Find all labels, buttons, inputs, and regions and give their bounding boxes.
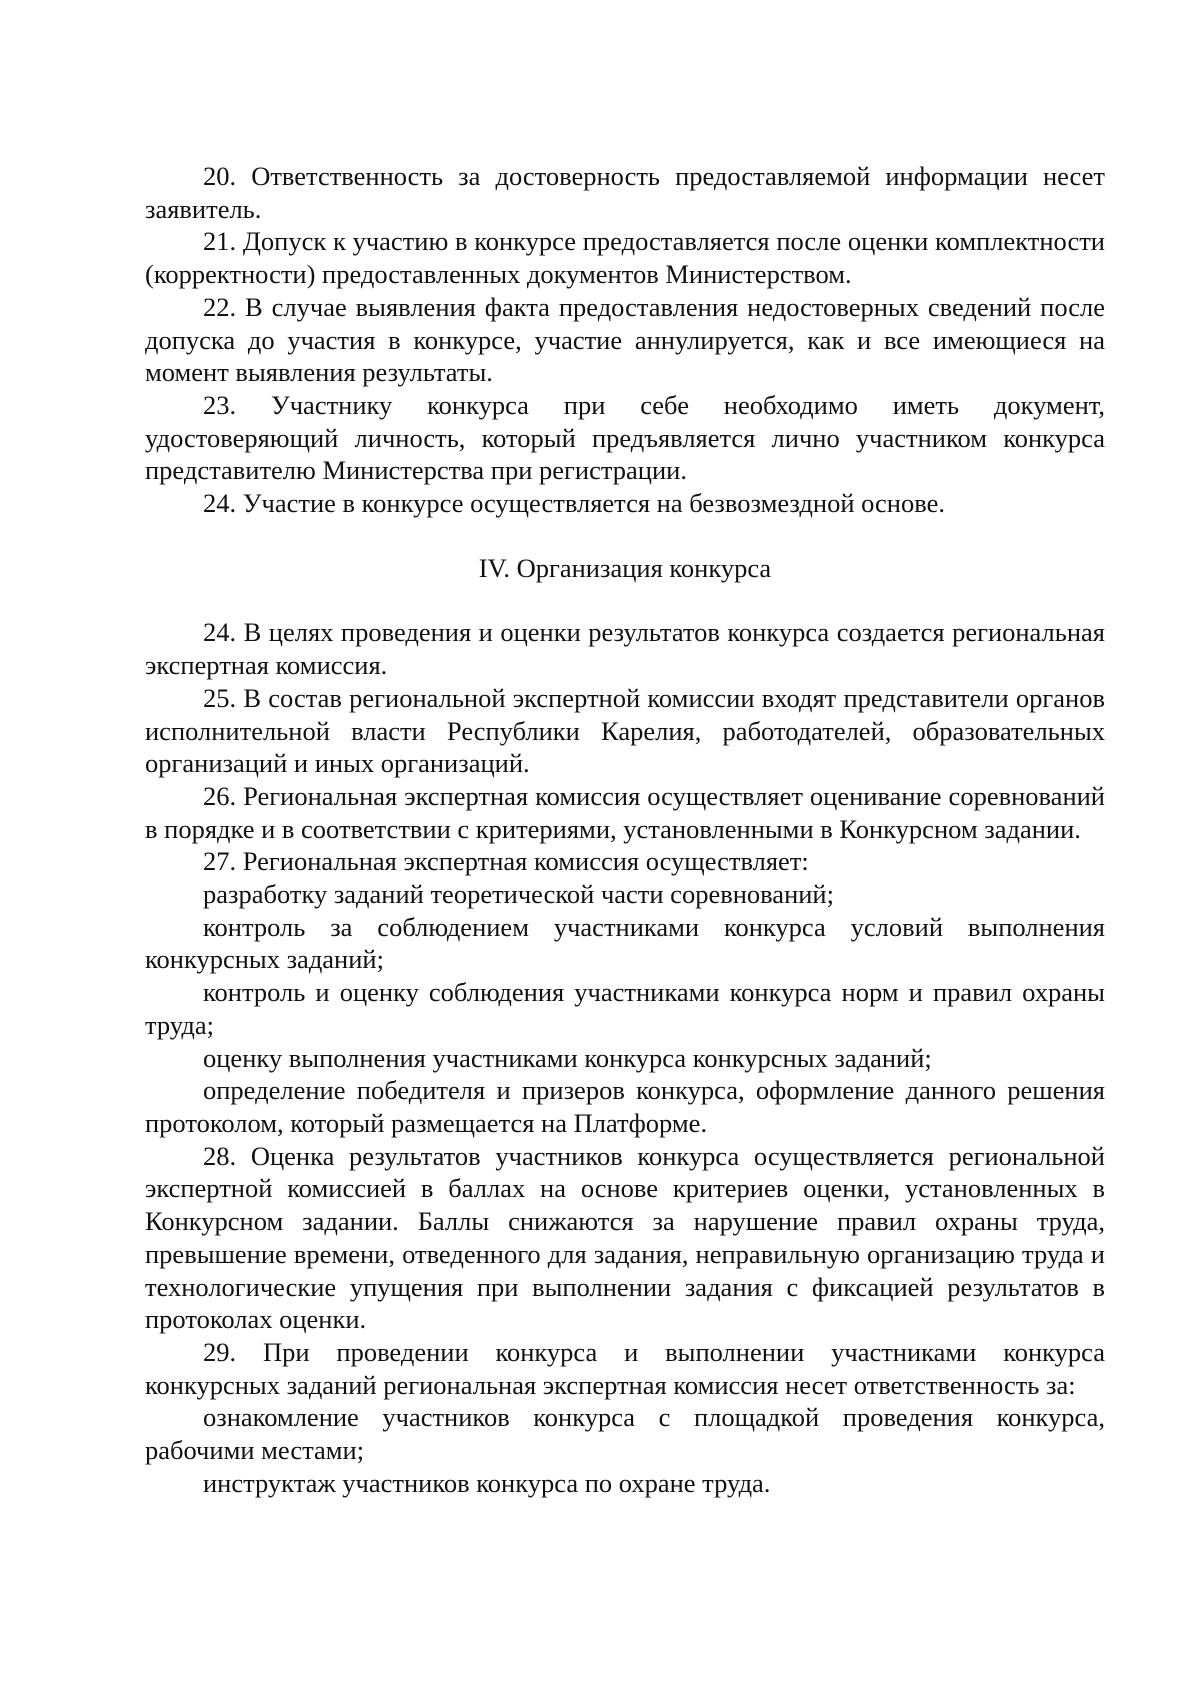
document-page	[145, 160, 1105, 1499]
list-item-theory-tasks: разработку заданий теоретической части соревнований;	[203, 879, 834, 910]
list-item-control-conditions: контроль за соблюдением участниками конкурса условий выполнения конкурсных заданий;	[145, 911, 1105, 975]
list-item-site-familiarization: ознакомление участников конкурса с площадкой проведения конкурса, рабочими местами;	[145, 1402, 1105, 1466]
paragraph-21: 21. Допуск к участию в конкурсе предоставляется после оценки комплектности (корректности) предоставленных документов Министерством.	[145, 226, 1105, 290]
list-item-task-evaluation: оценку выполнения участниками конкурса конкурсных заданий;	[203, 1042, 932, 1073]
paragraph-26: 26. Региональная экспертная комиссия осуществляет оценивание соревнований в порядке и в соответствии с критериями, установленными в Конкурсном задании.	[145, 780, 1105, 844]
list-item-winners-protocol: определение победителя и призеров конкурса, оформление данного решения протоколом, который размещается на Платформе.	[145, 1075, 1105, 1138]
paragraph-22: 22. В случае выявления факта предоставления недостоверных сведений после допуска до участия в конкурсе, участие аннулируется, как и все имеющиеся на момент выявления результаты.	[145, 291, 1105, 388]
paragraph-27: 27. Региональная экспертная комиссия осуществляет:	[203, 846, 809, 877]
paragraph-28: 28. Оценка результатов участников конкурса осуществляется региональной экспертной комиссией в баллах на основе критериев оценки, установленных в Конкурсном задании. Баллы снижаются за нарушение правил охраны труда, превышение времени, отведенного для задания, неправильную организацию труда и технологические упущения при выполнении задания с фиксацией результатов в протоколах оценки.	[145, 1140, 1105, 1335]
paragraph-25: 25. В состав региональной экспертной комиссии входят представители органов исполнительной власти Республики Карелия, работодателей, образовательных организаций и иных организаций.	[145, 682, 1105, 779]
paragraph-20: 20. Ответственность за достоверность предоставляемой информации несет заявитель.	[145, 161, 1105, 224]
list-item-safety-briefing: инструктаж участников конкурса по охране труда.	[203, 1467, 771, 1498]
paragraph-24-commission: 24. В целях проведения и оценки результатов конкурса создается региональная экспертная комиссия.	[145, 617, 1105, 681]
list-item-safety-evaluation: контроль и оценку соблюдения участниками конкурса норм и правил охраны труда;	[145, 977, 1105, 1040]
paragraph-23: 23. Участнику конкурса при себе необходимо иметь документ, удостоверяющий личность, который предъявляется лично участником конкурса представителю Министерства при регистрации.	[145, 389, 1105, 486]
paragraph-29: 29. При проведении конкурса и выполнении участниками конкурса конкурсных заданий региональная экспертная комиссия несет ответственность за:	[145, 1336, 1105, 1400]
paragraph-24-free-participation: 24. Участие в конкурсе осуществляется на безвозмездной основе.	[203, 488, 945, 519]
section-heading: IV. Организация конкурса	[478, 552, 772, 583]
